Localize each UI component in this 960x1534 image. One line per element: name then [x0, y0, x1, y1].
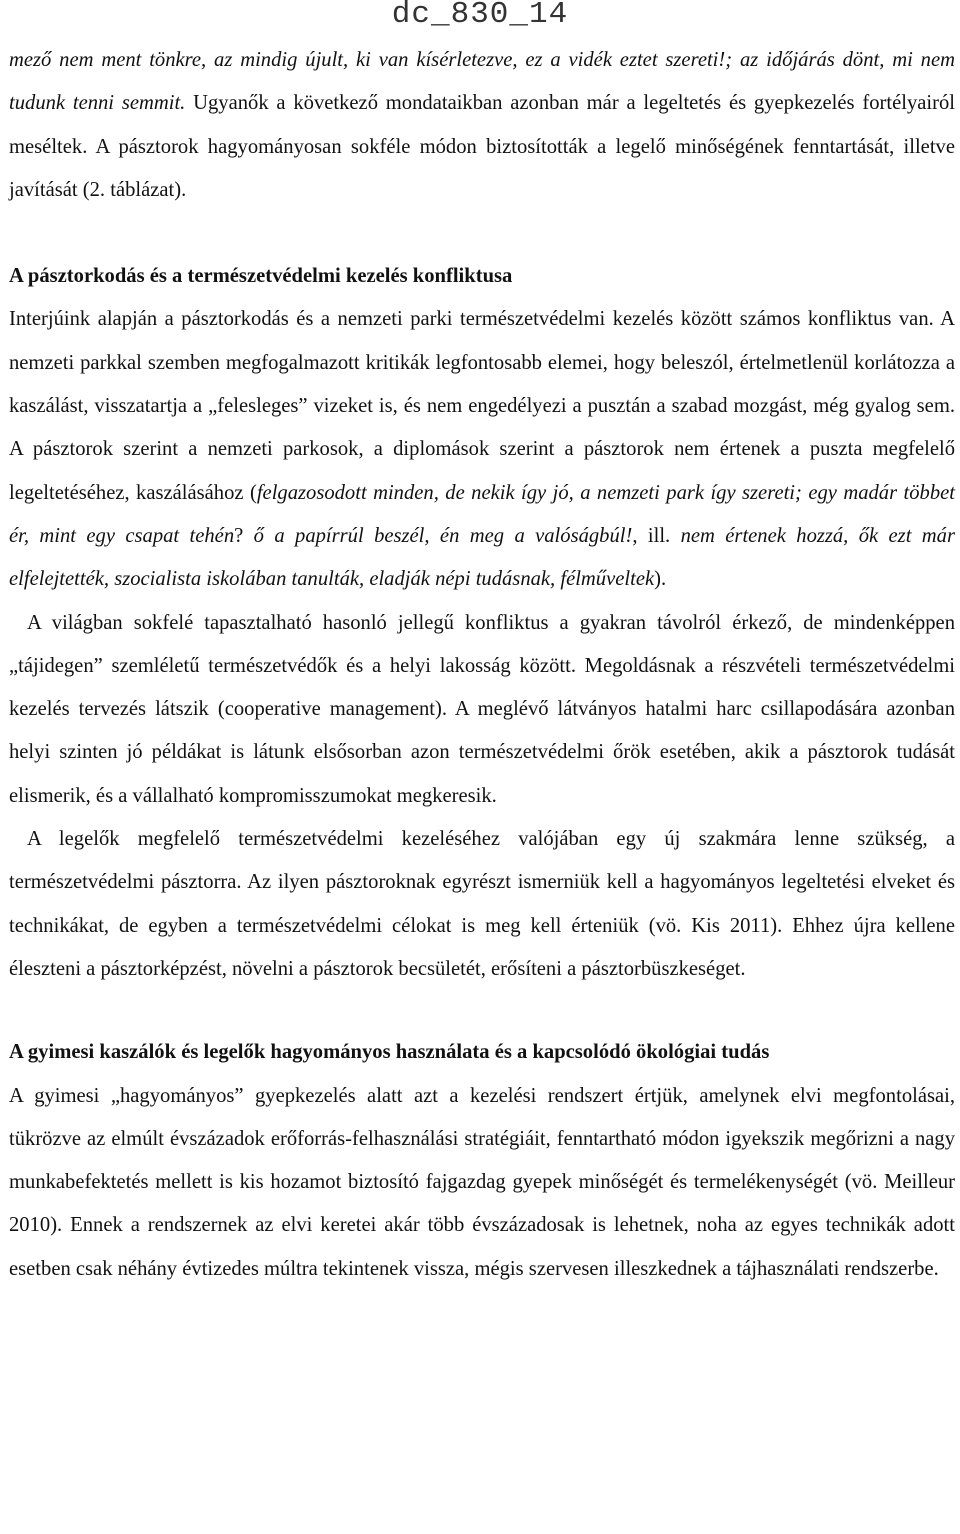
shepherd-paragraph: A legelők megfelelő természetvédelmi kezeléséhez valójában egy új szakmára lenne szükség, a természetvédelmi pásztorra. Az ilyen pásztoroknak egyrészt ismerniük kell a hagyományos legeltetési elveket és technikákat, de egyben a természetvédelmi célokat is meg kell érteniük (vö. Kis 2011). Ehhez újra kellene éleszteni a pásztorképzést, növelni a pásztorok becsületét, erősíteni a pásztorbüszkeséget.: [9, 828, 955, 980]
document-id: dc_830_14: [391, 0, 569, 32]
intro-text: Ugyanők a következő mondataikban azonban már a legeltetés és gyepkezelés fortélyairól meséltek. A pásztorok hagyományosan sokféle módon biztosították a legelő minőségének fenntartását, illetve javítását (2. táblázat).: [9, 92, 955, 201]
document-page: [9, 39, 955, 1291]
conflict-text-2: ?: [234, 524, 254, 547]
section-heading-conflict: A pásztorkodás és a természetvédelmi kezelés konfliktusa: [9, 265, 513, 288]
conflict-quote-3: nem értenek hozzá, ők ezt már elfelejtették, szocialista iskolában tanulták, eladják népi tudásnak, félműveltek: [9, 524, 955, 591]
gyimes-paragraph: A gyimesi „hagyományos” gyepkezelés alatt azt a kezelési rendszert értjük, amelynek elvi megfontolásai, tükrözve az elmúlt évszázadok erőforrás-felhasználási stratégiáit, fenntartható módon igyekszik megőrizni a nagy munkabefektetés mellett is kis hozamot biztosító fajgazdag gyepek minőségét és termelékenységét (vö. Meilleur 2010). Ennek a rendszernek az elvi keretei akár több évszázadosak is lehetnek, noha az egyes technikák adott esetben csak néhány évtizedes múltra tekintenek vissza, mégis szervesen illeszkednek a tájhasználati rendszerbe.: [9, 1084, 955, 1280]
section-heading-gyimes: A gyimesi kaszálók és legelők hagyományos használata és a kapcsolódó ökológiai tudás: [9, 1041, 770, 1064]
conflict-paragraph: [9, 298, 955, 601]
conflict-quote-1: felgazosodott minden, de nekik így jó, a nemzeti park így szereti; egy madár többet ér, mint egy csapat tehén: [9, 481, 956, 547]
management-paragraph: A világban sokfelé tapasztalható hasonló jellegű konfliktus a gyakran távolról érkező, de mindenképpen „tájidegen” szemléletű természetvédők és a helyi lakosság között. Megoldásnak a részvételi természetvédelmi kezelés tervezés látszik (cooperative management). A meglévő látványos hatalmi harc csillapodására azonban helyi szinten jó példákat is látunk elsősorban azon természetvédelmi őrök esetében, akik a pásztorok tudását elismerik, és a vállalható kompromisszumokat megkeresik.: [9, 611, 955, 807]
intro-paragraph: [9, 39, 955, 212]
intro-quote: mező nem ment tönkre, az mindig újult, ki van kísérletezve, ez a vidék eztet szereti!; az időjárás dönt, mi nem tudunk tenni semmit.: [9, 49, 955, 115]
conflict-text-1: Interjúink alapján a pásztorkodás és a nemzeti parki természetvédelmi kezelés között számos konfliktus van. A nemzeti parkkal szemben megfogalmazott kritikák legfontosabb elemei, hogy beleszól, értelmetlenül korlátozza a kaszálást, visszatartja a „felesleges” vizeket is, és nem engedélyezi a pusztán a szabad mozgást, még gyalog sem. A pásztorok szerint a nemzeti parkosok, a diplomások szerint a pásztorok nem értenek a puszta megfelelő legeltetéséhez, kaszálásához (: [9, 308, 955, 504]
conflict-text-3: , ill.: [632, 524, 681, 547]
conflict-quote-2: ő a papírrúl beszél, én meg a valóságbúl!: [253, 524, 633, 547]
conflict-text-4: ).: [654, 568, 667, 591]
